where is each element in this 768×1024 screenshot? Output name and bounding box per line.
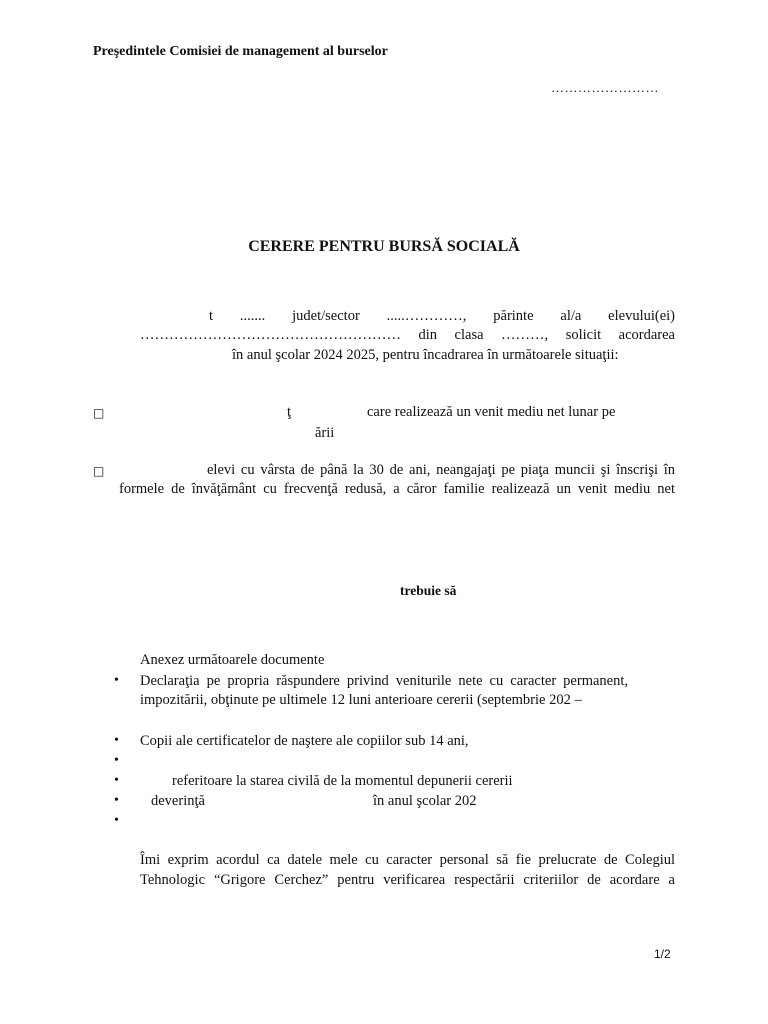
document-title: CERERE PENTRU BURSĂ SOCIALĂ [248, 238, 520, 255]
situation-1-checkbox[interactable]: □ [93, 406, 105, 420]
document-item-2: Copii ale certificatelor de naştere ale copiilor sub 14 ani, [140, 733, 469, 749]
document-item-4: referitoare la starea civilă de la momentul depunerii cererii [172, 773, 513, 789]
trebuie-heading: trebuie să [400, 583, 457, 598]
situation-1-fragment-c: ării [315, 425, 335, 441]
document-item-1-line-2: impozitării, obţinute pe ultimele 12 luni anterioare cererii (septembrie 202 – [140, 692, 582, 708]
agreement-line-2: Tehnologic “Grigore Cerchez” pentru verificarea respectării criteriilor de acordare a [140, 872, 675, 888]
bullet-2: • [114, 733, 119, 748]
page-number: 1/2 [654, 947, 671, 961]
document-item-1-line-1: Declaraţia pe propria răspundere privind veniturile nete cu caracter permanent, [140, 673, 628, 689]
bullet-6: • [114, 813, 119, 828]
committee-president-heading: Preşedintele Comisiei de management al burselor [93, 44, 388, 59]
bullet-1: • [114, 673, 119, 688]
situation-2-checkbox[interactable]: □ [93, 464, 105, 478]
documents-intro: Anexez următoarele documente [140, 652, 325, 668]
bullet-3: • [114, 753, 119, 768]
document-item-5-part-b: în anul şcolar 202 [373, 793, 477, 809]
agreement-line-1: Îmi exprim acordul ca datele mele cu caracter personal să fie prelucrate de Colegiul [140, 852, 675, 868]
situation-2-line-2: formele de învăţământ cu frecvenţă redusă, a căror familie realizează un venit mediu net [119, 481, 675, 497]
intro-line-3: în anul şcolar 2024 2025, pentru încadrarea în următoarele situaţii: [232, 347, 619, 363]
document-item-5-part-a: deverinţă [151, 793, 205, 809]
situation-1-fragment-a: ţ [287, 404, 292, 420]
situation-1-fragment-b: care realizează un venit mediu net lunar pe [367, 404, 616, 420]
bullet-5: • [114, 793, 119, 808]
intro-line-2: ……………………………………………… din clasa ………, solicit acordarea [140, 327, 675, 343]
signature-dots: …………………… [551, 80, 659, 95]
bullet-4: • [114, 773, 119, 788]
situation-2-line-1: elevi cu vârsta de până la 30 de ani, neangajaţi pe piaţa muncii şi înscrişi în [207, 462, 675, 478]
intro-line-1: t ....... judet/sector .....…………, părinte al/a elevului(ei) [209, 308, 675, 324]
